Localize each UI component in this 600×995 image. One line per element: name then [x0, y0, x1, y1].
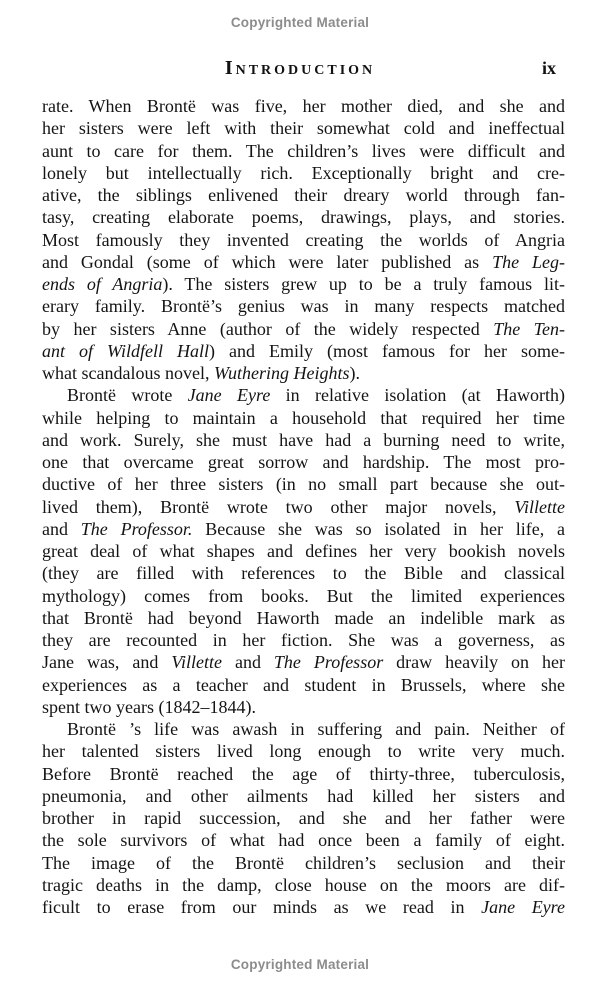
text-line: Brontë wrote Jane Eyre in relative isolation (at Haworth) — [67, 385, 565, 406]
text-line: rate. When Brontë was five, her mother died, and she and — [42, 96, 565, 116]
text-line: and Gondal (some of which were later published as The Leg- — [42, 251, 565, 272]
text-line: pneumonia, and other ailments had killed her sisters and — [42, 785, 565, 806]
text-line: her talented sisters lived long enough to write very much. — [42, 741, 565, 762]
text-line: great deal of what shapes and defines her very bookish novels — [42, 541, 565, 561]
text-line: Jane was, and Villette and The Professor draw heavily on her — [42, 652, 565, 673]
text-line: (they are filled with references to the Bible and classical — [42, 563, 565, 584]
text-line: her sisters were left with their somewhat cold and ineffectual — [42, 118, 565, 139]
text-line: tasy, creating elaborate poems, drawings, plays, and stories. — [42, 207, 565, 228]
text-line: ductive of her three sisters (in no small part because she out- — [42, 474, 565, 495]
text-line: ative, the siblings enlivened their dreary world through fan- — [42, 185, 565, 205]
text-line: Most famously they invented creating the worlds of Angria — [42, 229, 565, 250]
page-number: ix — [541, 58, 556, 78]
text-line: experiences as a teacher and student in Brussels, where she — [42, 674, 565, 695]
text-line: erary family. Brontë’s genius was in many respects matched — [42, 296, 565, 317]
page-header — [42, 57, 558, 83]
text-line: ant of Wildfell Hall) and Emily (most famous for her some- — [42, 340, 565, 361]
text-line: the sole survivors of what had once been a family of eight. — [42, 830, 565, 851]
text-line: that Brontë had beyond Haworth made an indelible mark as — [42, 607, 565, 628]
text-line: Before Brontë reached the age of thirty-three, tuberculosis, — [42, 763, 565, 784]
text-line: while helping to maintain a household that required her time — [42, 407, 565, 428]
text-line: and The Professor. Because she was so isolated in her life, a — [42, 518, 565, 539]
copyright-top-label: Copyrighted Material — [230, 15, 370, 30]
text-line: spent two years (1842–1844). — [42, 696, 256, 717]
text-line: ends of Angria). The sisters grew up to be a truly famous lit- — [42, 274, 565, 294]
text-line: aunt to care for them. The children’s lives were difficult and — [42, 140, 565, 161]
text-line: they are recounted in her fiction. She was a governess, as — [42, 630, 565, 650]
copyright-bottom-label: Copyrighted Material — [230, 957, 370, 972]
text-line: by her sisters Anne (author of the widely respected The Ten- — [42, 318, 565, 339]
text-line: and work. Surely, she must have had a burning need to write, — [42, 429, 565, 450]
text-line: The image of the Brontë children’s seclusion and their — [42, 852, 565, 873]
text-line: lived them), Brontë wrote two other major novels, Villette — [42, 496, 565, 517]
text-line: tragic deaths in the damp, close house on the moors are dif- — [42, 874, 565, 895]
header-title: Introduction — [224, 57, 376, 79]
text-line: lonely but intellectually rich. Exceptionally bright and cre- — [42, 162, 565, 183]
text-line: brother in rapid succession, and she and her father were — [42, 808, 565, 828]
text-line: one that overcame great sorrow and hardship. The most pro- — [42, 452, 565, 472]
text-line: ficult to erase from our minds as we read in Jane Eyre — [42, 897, 565, 917]
text-line: mythology) comes from books. But the limited experiences — [42, 585, 565, 606]
body-text — [42, 95, 565, 918]
text-line: what scandalous novel, Wuthering Heights). — [42, 363, 360, 383]
text-line: Brontë ’s life was awash in suffering and pain. Neither of — [67, 719, 565, 739]
